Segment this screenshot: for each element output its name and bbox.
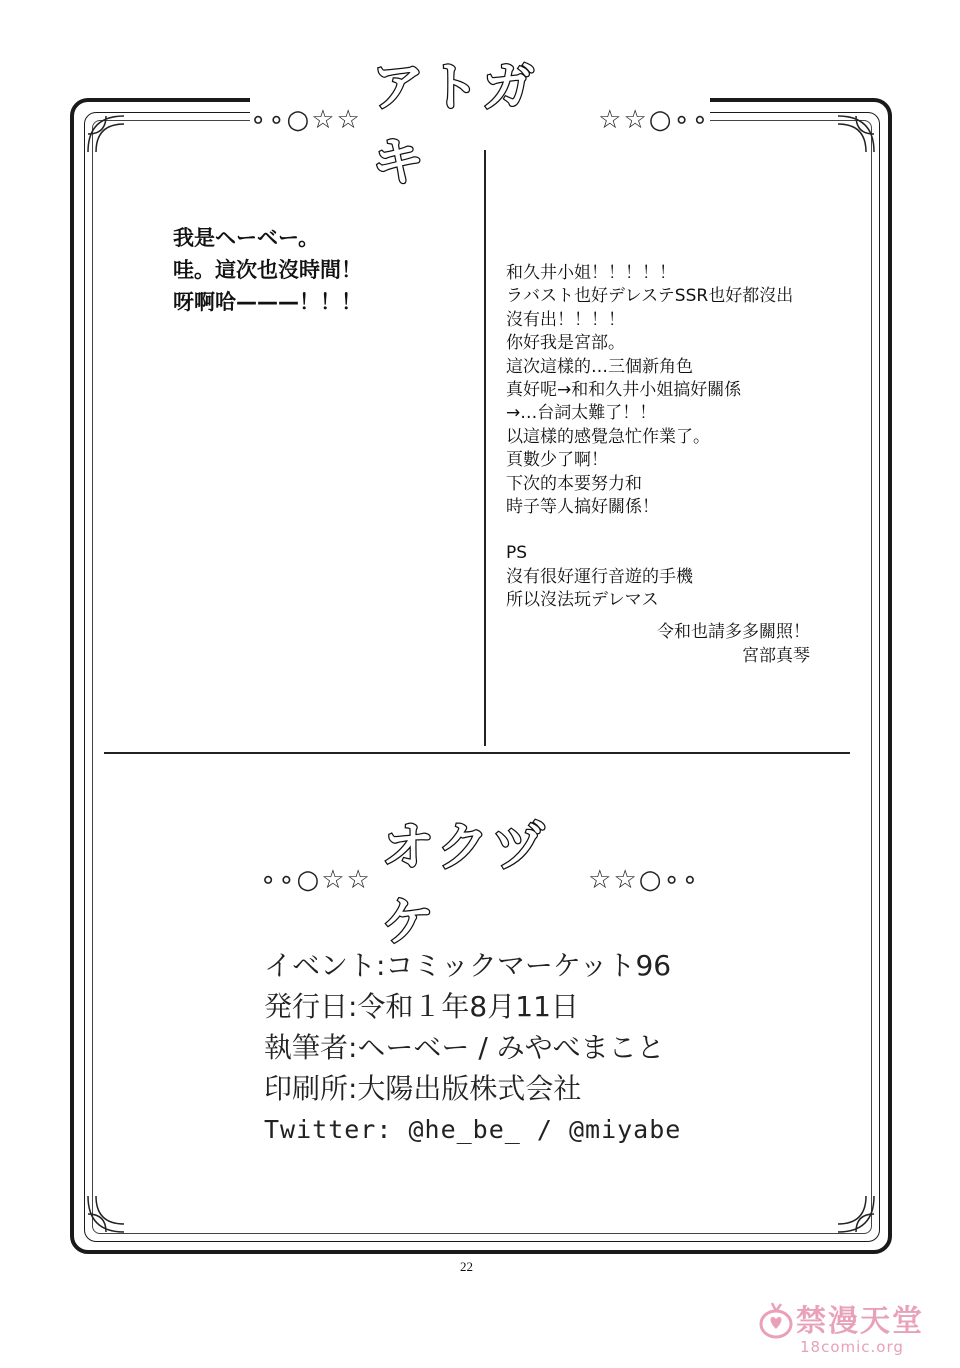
left-note-line: 哇。這次也沒時間！ [173, 258, 362, 282]
event-line: イベント:コミックマーケット96 [264, 949, 672, 982]
corner-ornament-top-left [86, 114, 126, 154]
column-divider [484, 150, 486, 746]
afterword-heading [250, 58, 710, 193]
closing-line: 令和也請多多關照！ [657, 622, 810, 642]
right-note-line: 沒有很好運行音遊的手機 [506, 566, 693, 587]
star-deco-left-icon: ∘∘○☆☆ [250, 105, 362, 135]
twitter-line: Twitter: @he_be_ / @miyabe [264, 1115, 682, 1144]
signature-name: 宮部真琴 [742, 646, 810, 666]
watermark-title: 禁漫天堂 [796, 1304, 924, 1339]
right-author-note [506, 262, 793, 613]
right-note-line: 時子等人搞好關係！ [506, 497, 659, 518]
corner-ornament-top-right [836, 114, 876, 154]
right-note-line: 下次的本要努力和 [506, 473, 642, 494]
right-note-line: 所以沒法玩デレマス [506, 590, 659, 611]
right-note-line: 真好呢→和和久井小姐搞好關係 [506, 380, 742, 401]
right-note-line: 你好我是宮部。 [506, 333, 625, 354]
right-note-line: 和久井小姐！！！！！ [506, 263, 676, 283]
closing-signature [600, 620, 810, 668]
right-note-line: PS [506, 543, 528, 564]
watermark-url: 18comic.org [800, 1338, 904, 1356]
right-note-line: 頁數少了啊！ [506, 450, 608, 471]
watermark-logo-icon [757, 1300, 795, 1340]
afterword-title: アトガキ [371, 58, 539, 193]
star-deco-right-icon: ☆☆○∘∘ [598, 105, 710, 135]
star-deco-left-icon: ∘∘○☆☆ [260, 865, 372, 895]
corner-ornament-bottom-right [836, 1194, 876, 1234]
right-note-line: ラバスト也好デレステSSR也好都沒出 [506, 286, 794, 307]
section-divider [104, 752, 850, 754]
colophon-heading [260, 818, 700, 953]
corner-ornament-bottom-left [86, 1194, 126, 1234]
star-deco-right-icon: ☆☆○∘∘ [588, 865, 700, 895]
colophon-title: オクヅケ [381, 818, 549, 953]
printer-line: 印刷所:大陽出版株式会社 [264, 1072, 582, 1105]
right-note-line: 沒有出！！！！ [506, 309, 625, 330]
date-line: 発行日:令和１年8月11日 [264, 990, 579, 1023]
colophon-credits [264, 945, 681, 1150]
right-note-line: 這次這樣的…三個新角色 [506, 356, 693, 377]
right-note-line: →…台詞太難了！！ [506, 403, 657, 424]
left-note-line: 呀啊哈———！！！ [173, 290, 362, 314]
right-note-line: 以這樣的感覺急忙作業了。 [506, 426, 710, 447]
right-note-line [506, 519, 793, 542]
left-note-line: 我是ヘーベー。 [173, 226, 320, 250]
page-number: 22 [460, 1259, 473, 1274]
left-author-note [173, 222, 362, 318]
authors-line: 執筆者:ヘーベー / みやべまこと [264, 1031, 665, 1064]
